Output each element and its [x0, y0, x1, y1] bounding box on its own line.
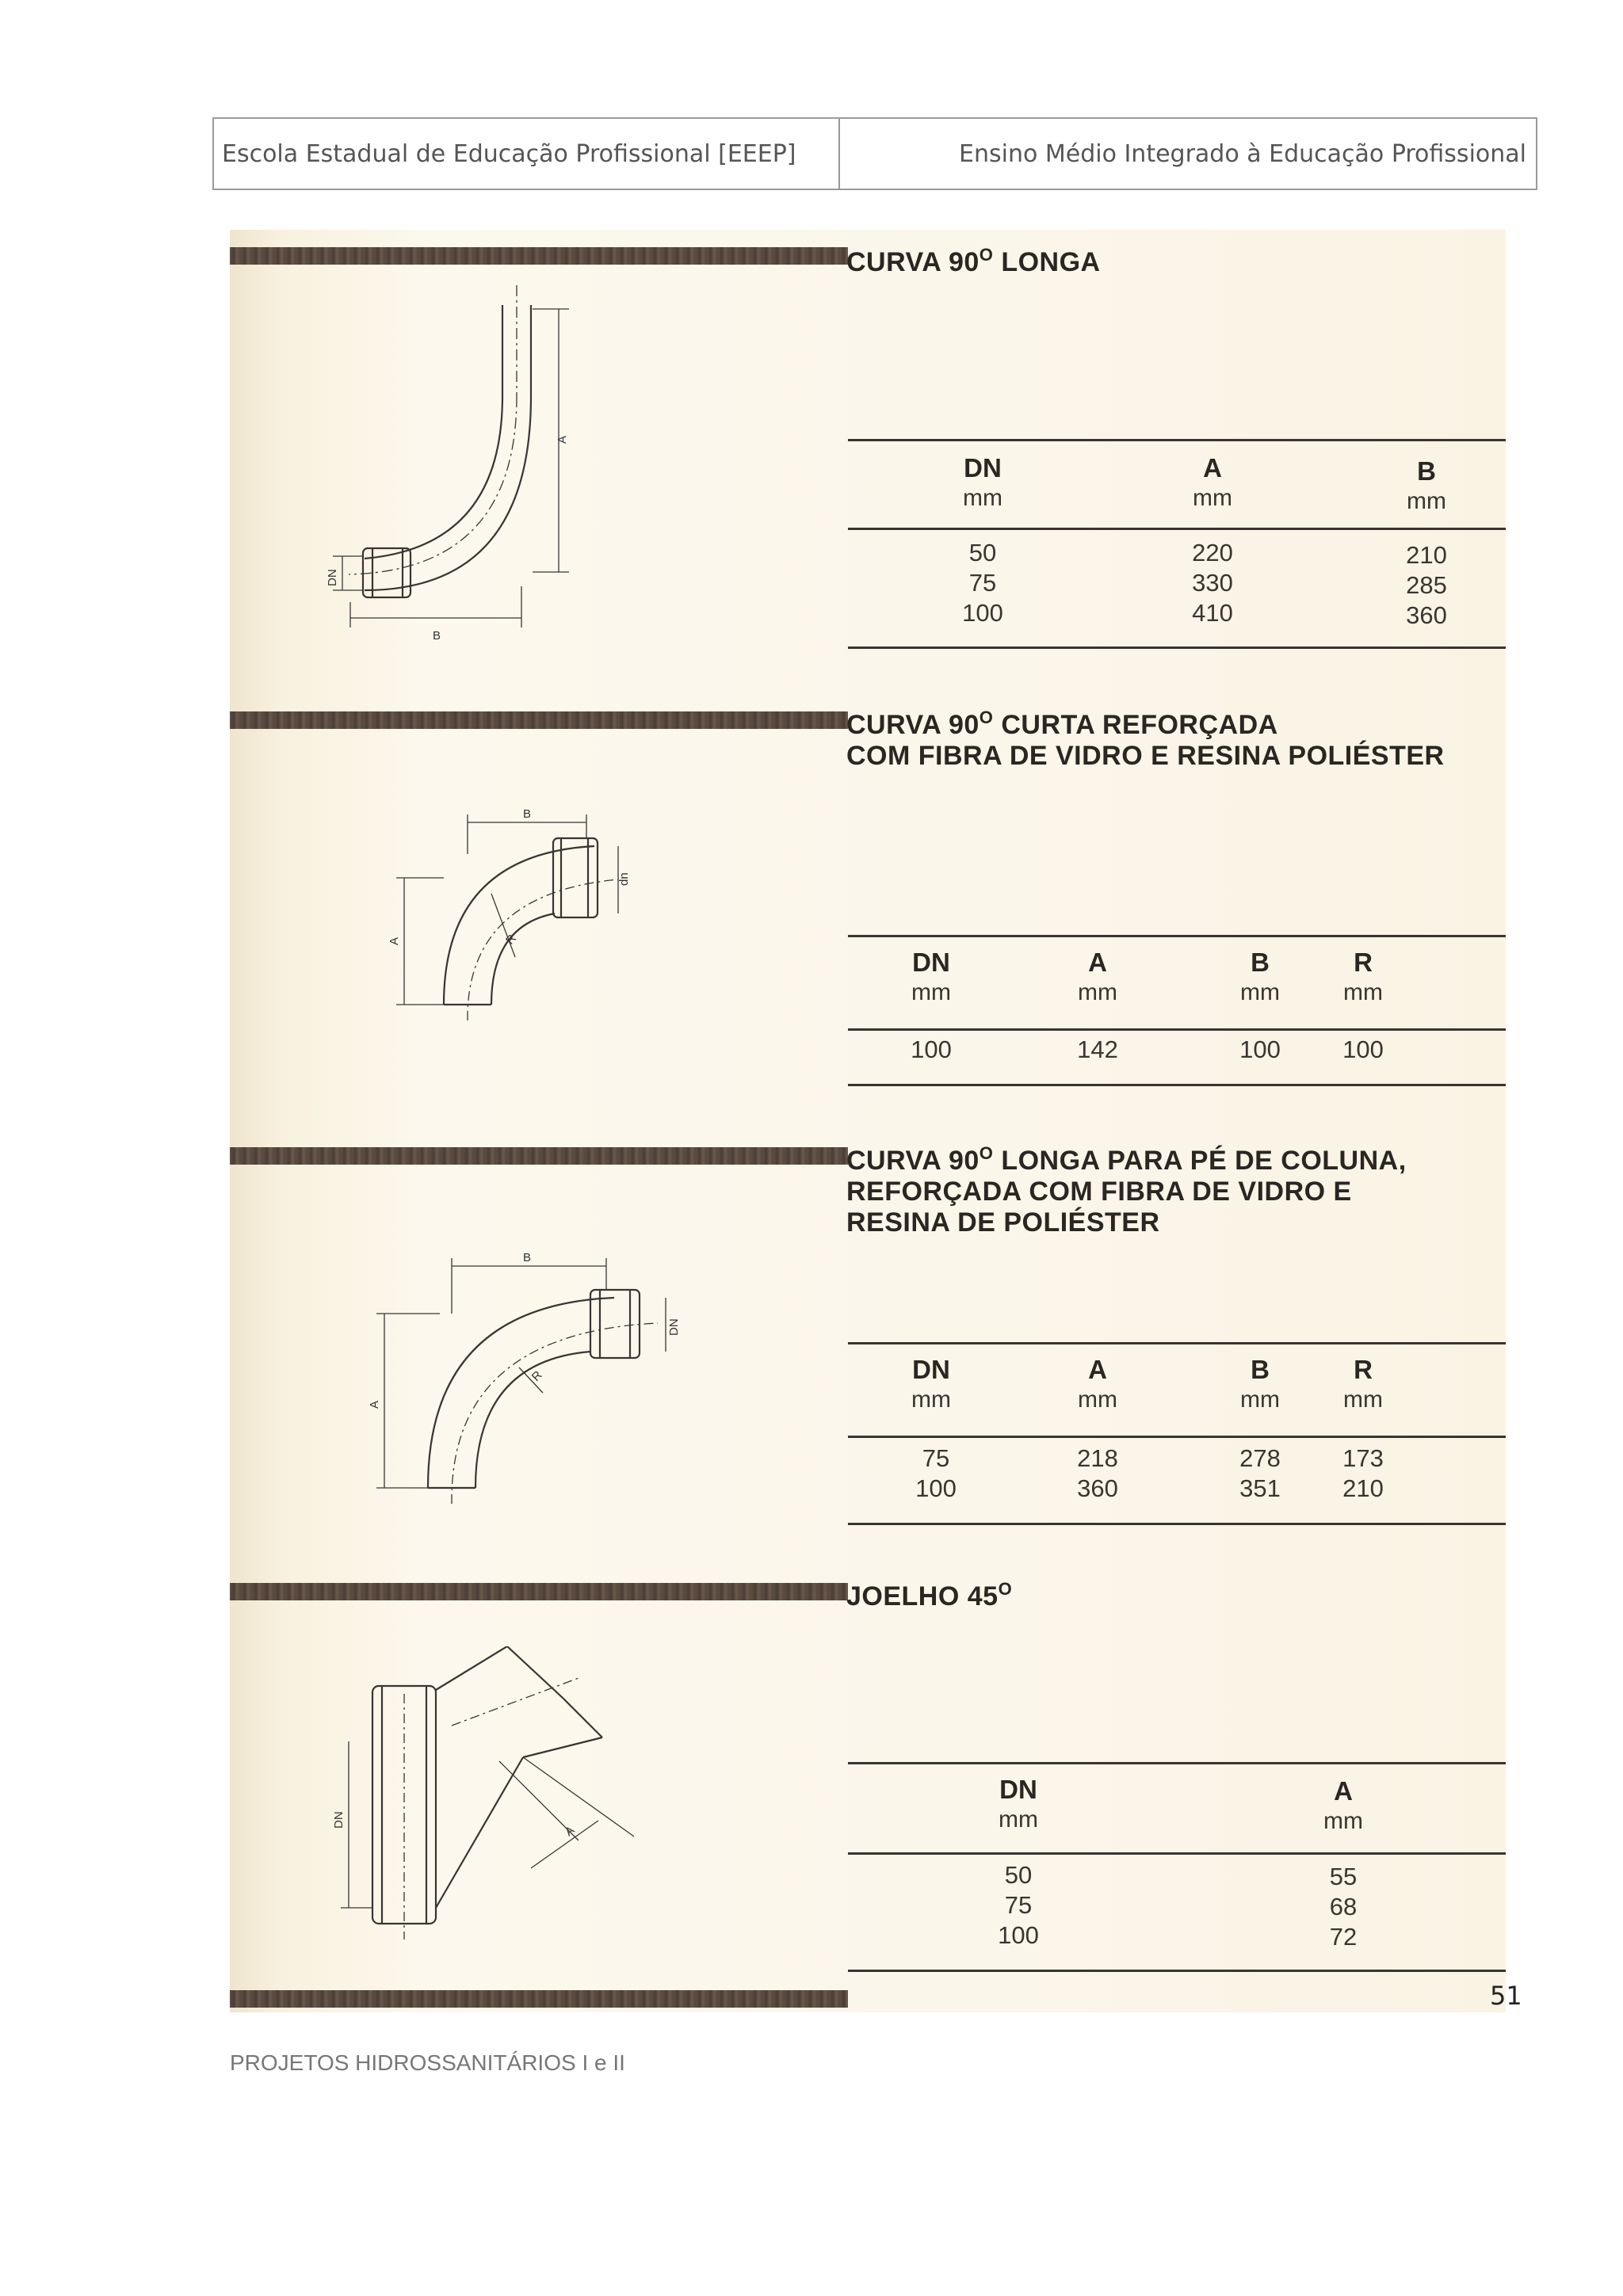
section-curva-90-longa — [230, 230, 1506, 705]
table-column-b: B mm — [1240, 948, 1280, 1005]
table-values-r: 100 — [1342, 1035, 1384, 1063]
table-column-b: B mm — [1407, 456, 1446, 514]
dimension-table — [848, 439, 1506, 677]
dimension-label-dn: DN — [332, 1811, 346, 1829]
table-column-a: A mm — [1078, 948, 1117, 1005]
section-title: CURVA $90^O$ LONGA PARA PÉ DE COLUNA, REFORÇADA COM FIBRA DE VIDRO E RESINA DE POLIÉSTER — [846, 1143, 1407, 1238]
section-bar — [230, 1583, 848, 1600]
dimension-label-dn: DN — [667, 1318, 681, 1336]
table-column-a: A mm — [1323, 1776, 1363, 1834]
table-values-dn: 50 75 100 — [962, 539, 1003, 627]
dimension-label-a: A — [562, 1823, 578, 1840]
section-joelho-45 — [230, 1567, 1506, 2011]
curva-90-longa-drawing — [317, 285, 650, 673]
table-values-dn: 50 75 100 — [998, 1861, 1039, 1949]
dimension-table — [848, 935, 1506, 1101]
dimension-table — [848, 1342, 1506, 1540]
table-column-r: R mm — [1343, 1355, 1383, 1413]
table-column-b: B mm — [1240, 1355, 1280, 1413]
joelho-45-drawing — [317, 1646, 682, 1963]
scanned-catalog-page — [230, 230, 1506, 2012]
table-values-b: 210 285 360 — [1406, 541, 1447, 629]
table-values-a: 55 68 72 — [1329, 1863, 1358, 1951]
dimension-label-b: B — [523, 807, 532, 821]
table-values-b: 100 — [1239, 1035, 1281, 1063]
dimension-label-b: B — [433, 629, 441, 643]
section-bar — [230, 1147, 848, 1165]
dimension-label-a: A — [388, 936, 401, 945]
curva-90-curta-drawing — [380, 807, 682, 1036]
table-column-dn: DN mm — [999, 1775, 1038, 1833]
table-values-a: 142 — [1077, 1035, 1118, 1063]
bottom-bar — [230, 1990, 848, 2008]
dimension-label-a: A — [556, 435, 569, 444]
dimension-table — [848, 1762, 1506, 1976]
section-bar — [230, 247, 848, 265]
table-values-a: 218 360 — [1077, 1444, 1118, 1502]
dimension-label-a: A — [368, 1400, 381, 1409]
table-values-dn: 75 100 — [915, 1444, 957, 1502]
table-values-a: 220 330 410 — [1192, 539, 1233, 627]
table-column-a: A mm — [1193, 453, 1232, 511]
dimension-label-r: R — [503, 932, 520, 948]
dimension-label-r: R — [529, 1368, 545, 1384]
section-curva-90-pe-de-coluna — [230, 1131, 1506, 1575]
header-program-name: Ensino Médio Integrado à Educação Profissional — [959, 139, 1526, 168]
curva-90-pe-de-coluna-drawing — [361, 1250, 693, 1520]
table-column-dn: DN mm — [911, 948, 951, 1005]
table-column-r: R mm — [1343, 948, 1383, 1005]
footer-course-title: PROJETOS HIDROSSANITÁRIOS I e II — [230, 2050, 625, 2075]
table-column-a: A mm — [1078, 1355, 1117, 1413]
table-values-r: 173 210 — [1342, 1444, 1384, 1502]
dimension-label-b: B — [523, 1251, 532, 1264]
section-curva-90-curta-reforcada — [230, 696, 1506, 1139]
section-title: JOELHO $45^O$ — [846, 1579, 1013, 1611]
table-values-b: 278 351 — [1239, 1444, 1281, 1502]
page-number: 51 — [1490, 1981, 1522, 2011]
section-title: CURVA $90^O$ LONGA — [846, 245, 1101, 277]
header-school-name: Escola Estadual de Educação Profissional [EEEP] — [214, 119, 840, 189]
dimension-label-dn: dn — [617, 872, 631, 886]
table-column-dn: DN mm — [963, 453, 1002, 511]
page-header — [212, 117, 1537, 190]
section-bar — [230, 711, 848, 729]
section-title: CURVA $90^O$ CURTA REFORÇADA COM FIBRA DE VIDRO E RESINA POLIÉSTER — [846, 707, 1445, 771]
dimension-label-dn: DN — [326, 569, 339, 586]
table-column-dn: DN mm — [911, 1355, 951, 1413]
table-values-dn: 100 — [911, 1035, 952, 1063]
